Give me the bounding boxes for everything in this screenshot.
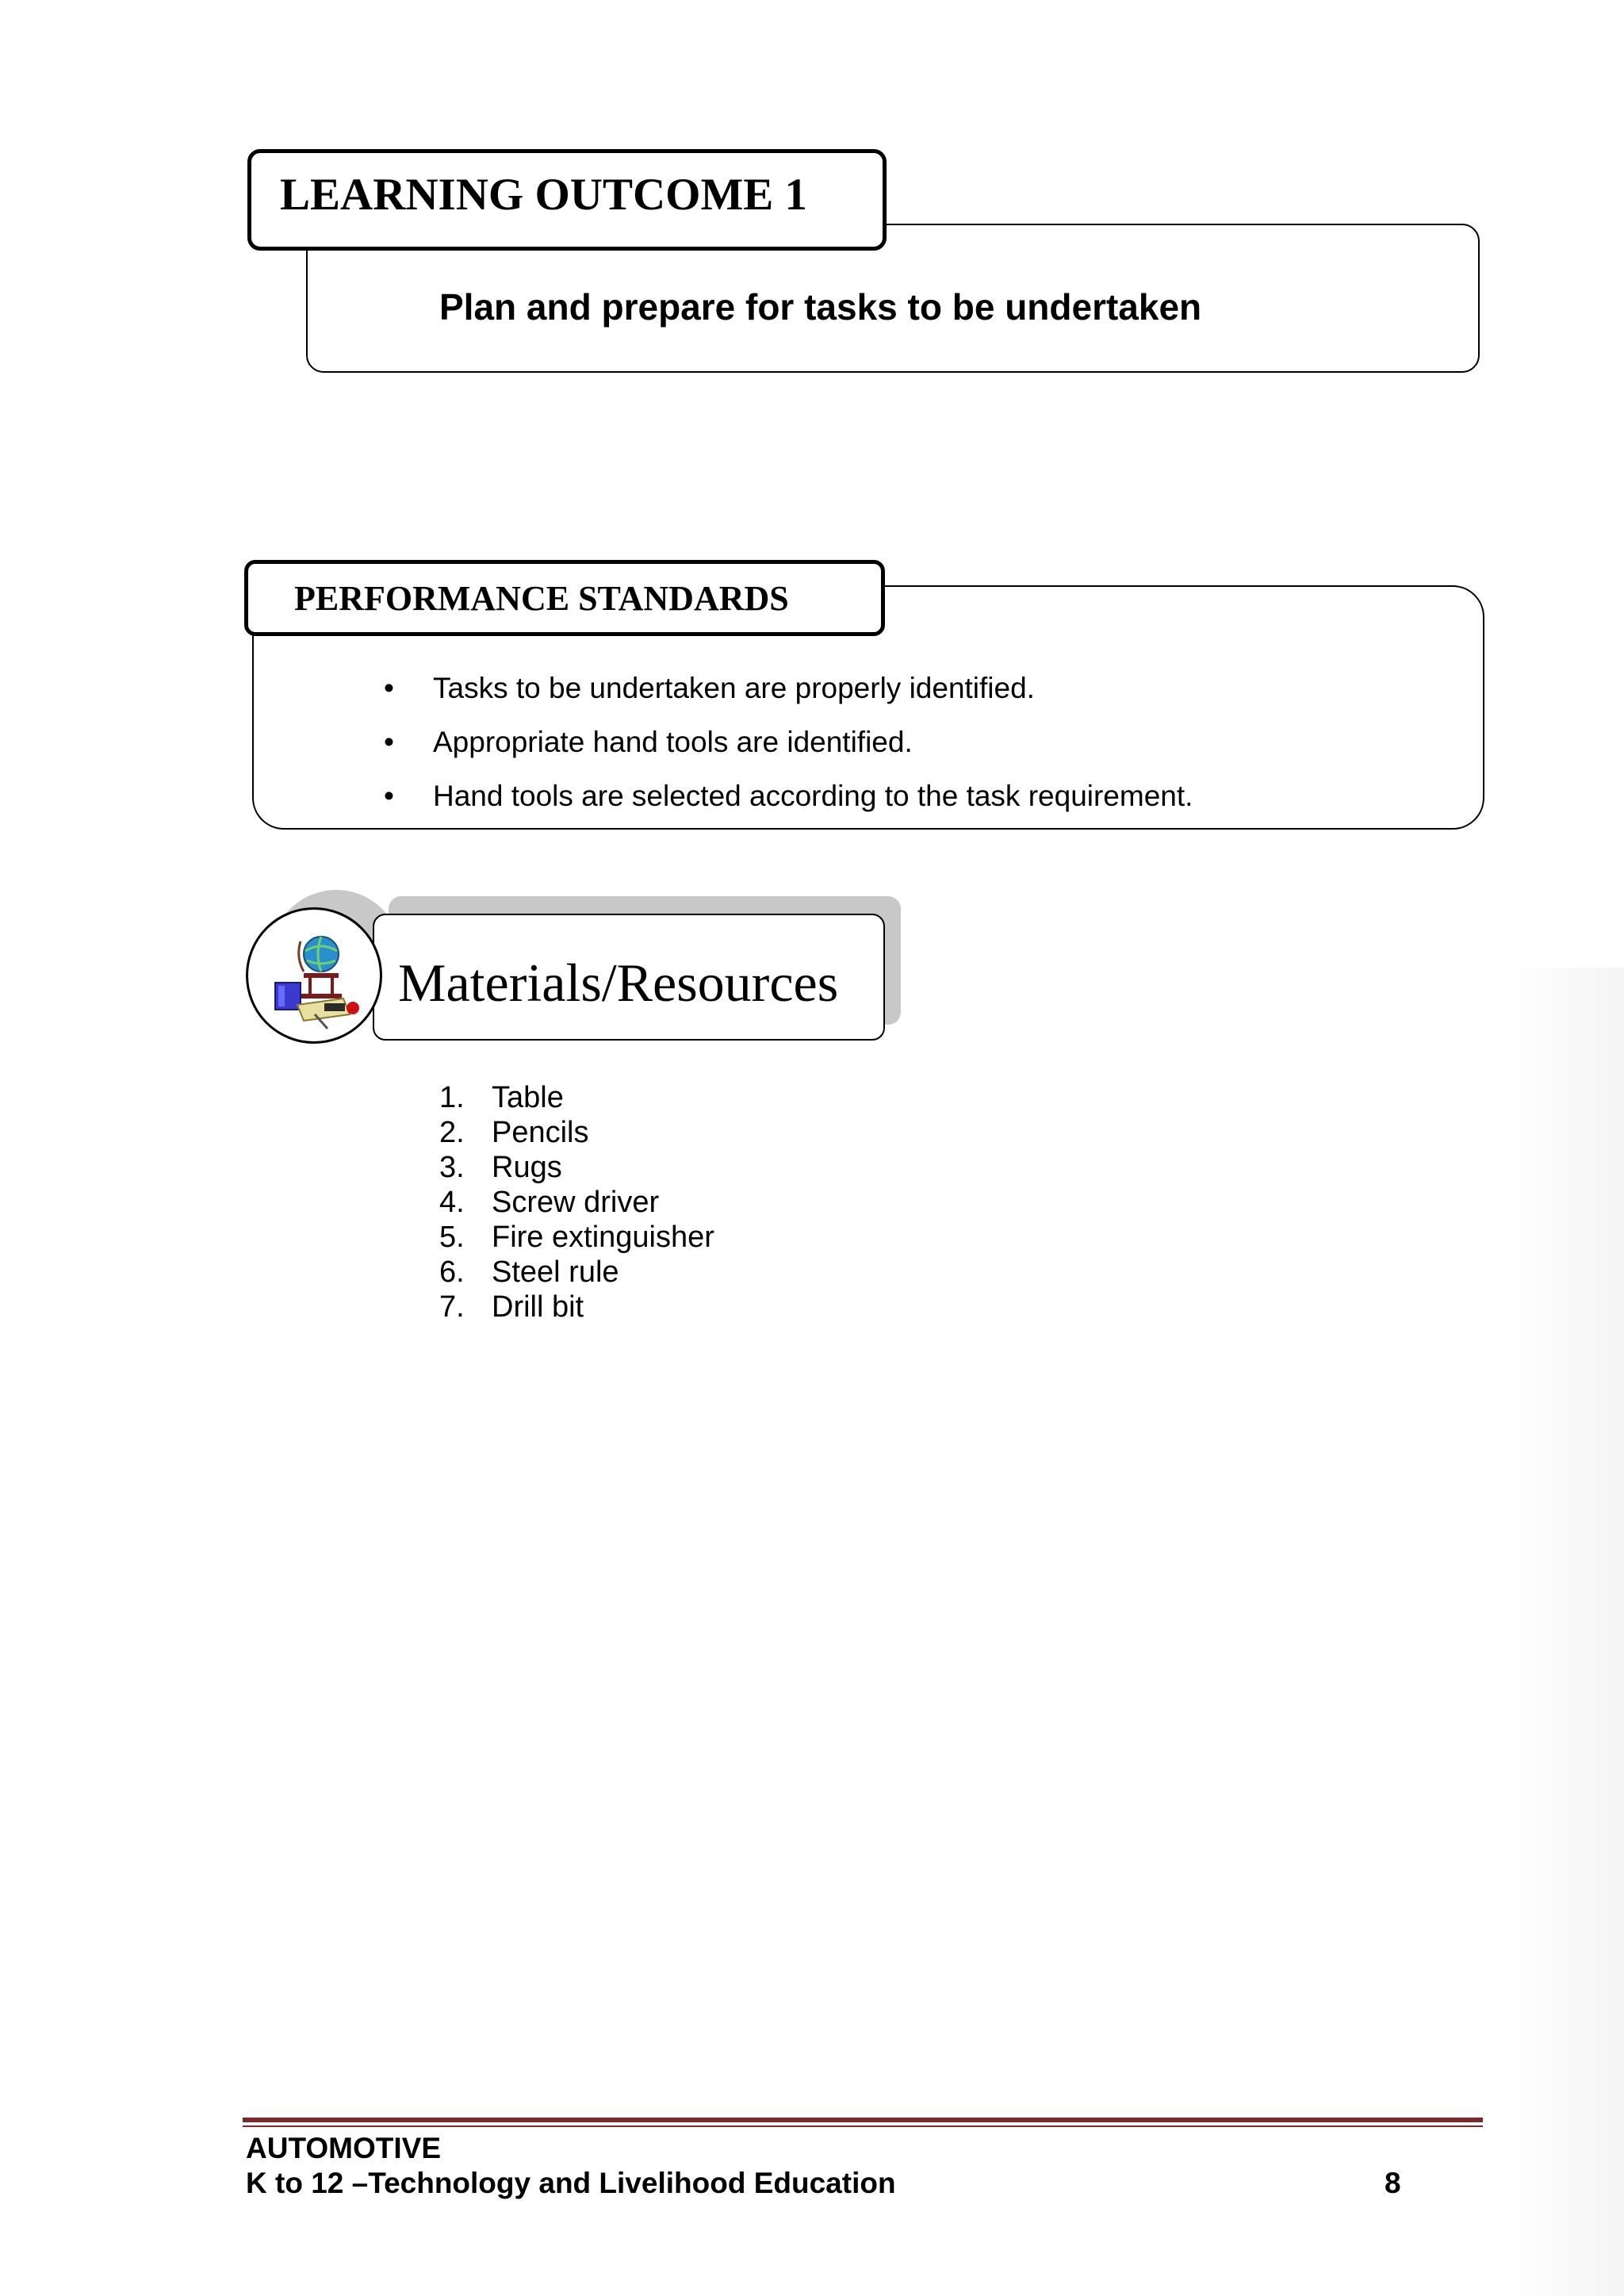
list-item-number: 3. xyxy=(439,1151,465,1184)
list-item xyxy=(439,1115,714,1150)
footer-rule-thin xyxy=(243,2125,1483,2127)
list-item-label: Pencils xyxy=(492,1116,589,1149)
list-item-number: 5. xyxy=(439,1221,465,1254)
materials-title: Materials/Resources xyxy=(398,953,839,1013)
materials-header xyxy=(373,914,885,1041)
page-number: 8 xyxy=(1385,2167,1401,2199)
learning-outcome-tab xyxy=(247,149,887,251)
performance-standards-title: PERFORMANCE STANDARDS xyxy=(294,579,789,618)
list-item xyxy=(439,1290,714,1324)
list-item-number: 1. xyxy=(439,1081,465,1114)
list-item xyxy=(439,1185,714,1220)
list-item-label: Fire extinguisher xyxy=(492,1221,714,1254)
list-item-number: 4. xyxy=(439,1186,465,1219)
list-item xyxy=(379,661,1193,715)
list-item-label: Rugs xyxy=(492,1151,562,1184)
list-item xyxy=(439,1255,714,1290)
list-item-label: Steel rule xyxy=(492,1255,619,1289)
learning-outcome-text: Plan and prepare for tasks to be undertaken xyxy=(439,286,1202,328)
list-item xyxy=(439,1220,714,1255)
footer-subject: AUTOMOTIVE xyxy=(246,2132,441,2164)
list-item-number: 6. xyxy=(439,1255,465,1289)
list-item-text: Appropriate hand tools are identified. xyxy=(433,726,913,758)
page-edge-shade xyxy=(1507,968,1624,2296)
list-item-label: Drill bit xyxy=(492,1290,584,1324)
bullet-icon: • xyxy=(384,672,394,704)
performance-standards-list xyxy=(379,661,1193,823)
list-item-number: 7. xyxy=(439,1290,465,1324)
list-item-label: Table xyxy=(492,1081,564,1114)
materials-list xyxy=(439,1080,714,1324)
footer-course: K to 12 –Technology and Livelihood Education xyxy=(246,2167,896,2199)
bullet-icon: • xyxy=(384,726,394,758)
list-item-label: Screw driver xyxy=(492,1186,660,1219)
list-item xyxy=(379,715,1193,769)
list-item xyxy=(379,769,1193,823)
footer-rule xyxy=(243,2118,1483,2122)
list-item xyxy=(439,1150,714,1185)
globe-tools-icon xyxy=(246,907,382,1044)
learning-outcome-title: LEARNING OUTCOME 1 xyxy=(280,170,808,220)
performance-standards-tab xyxy=(244,560,885,636)
list-item-text: Hand tools are selected according to the task requirement. xyxy=(433,780,1193,812)
list-item-text: Tasks to be undertaken are properly identified. xyxy=(433,672,1035,704)
list-item-number: 2. xyxy=(439,1116,465,1149)
list-item xyxy=(439,1080,714,1115)
bullet-icon: • xyxy=(384,780,394,812)
